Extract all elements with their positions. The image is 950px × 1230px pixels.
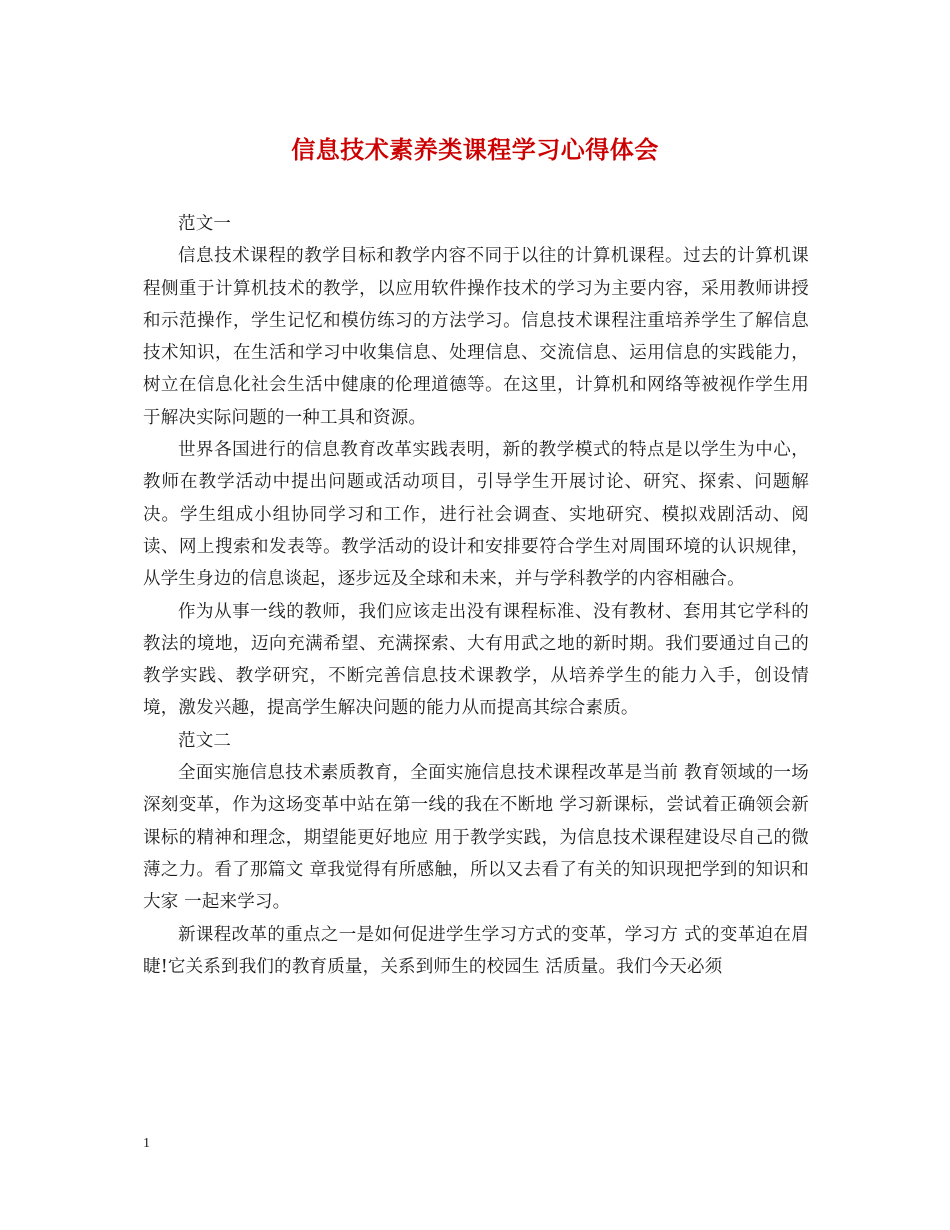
paragraph: 作为从事一线的教师，我们应该走出没有课程标准、没有教材、套用其它学科的教法的境地，迈向充满希望、充满探索、大有用武之地的新时期。我们要通过自己的教学实践、教学研究，不断完善信息技术课教学，从培养学生的能力入手，创设情境，激发兴趣，提高学生解决问题的能力从而提高其综合素质。 (143, 601, 809, 719)
paragraph: 全面实施信息技术素质教育，全面实施信息技术课程改革是当前 教育领域的一场深刻变革，作为这场变革中站在第一线的我在不断地 学习新课标，尝试着正确领会新课标的精神和理念，期望能更好地应 用于教学实践，为信息技术课程建设尽自己的微薄之力。看了那篇文 章我觉得有所感触，所以又去看了有关的知识现把学到的知识和大家 一起来学习。 (143, 763, 809, 913)
document-body (143, 208, 809, 983)
section-label-2: 范文二 (178, 730, 232, 751)
paragraph: 信息技术课程的教学目标和教学内容不同于以往的计算机课程。过去的计算机课程侧重于计算机技术的教学，以应用软件操作技术的学习为主要内容，采用教师讲授和示范操作，学生记忆和模仿练习的方法学习。信息技术课程注重培养学生了解信息技术知识，在生活和学习中收集信息、处理信息、交流信息、运用信息的实践能力，树立在信息化社会生活中健康的伦理道德等。在这里，计算机和网络等被视作学生用于解决实际问题的一种工具和资源。 (143, 246, 809, 428)
document-title: 信息技术素养类课程学习心得体会 (291, 135, 659, 164)
section-label-1: 范文一 (178, 214, 232, 234)
paragraph: 世界各国进行的信息教育改革实践表明，新的教学模式的特点是以学生为中心，教师在教学活动中提出问题或活动项目，引导学生开展讨论、研究、探索、问题解决。学生组成小组协同学习和工作，进行社会调查、实地研究、模拟戏剧活动、阅读、网上搜索和发表等。教学活动的设计和安排要符合学生对周围环境的认识规律，从学生身边的信息谈起，逐步远及全球和未来，并与学科教学的内容相融合。 (143, 440, 809, 590)
page-number: 1 (143, 1136, 150, 1151)
paragraph: 新课程改革的重点之一是如何促进学生学习方式的变革，学习方 式的变革迫在眉睫!它关系到我们的教育质量，关系到师生的校园生 活质量。我们今天必须 (143, 924, 809, 977)
